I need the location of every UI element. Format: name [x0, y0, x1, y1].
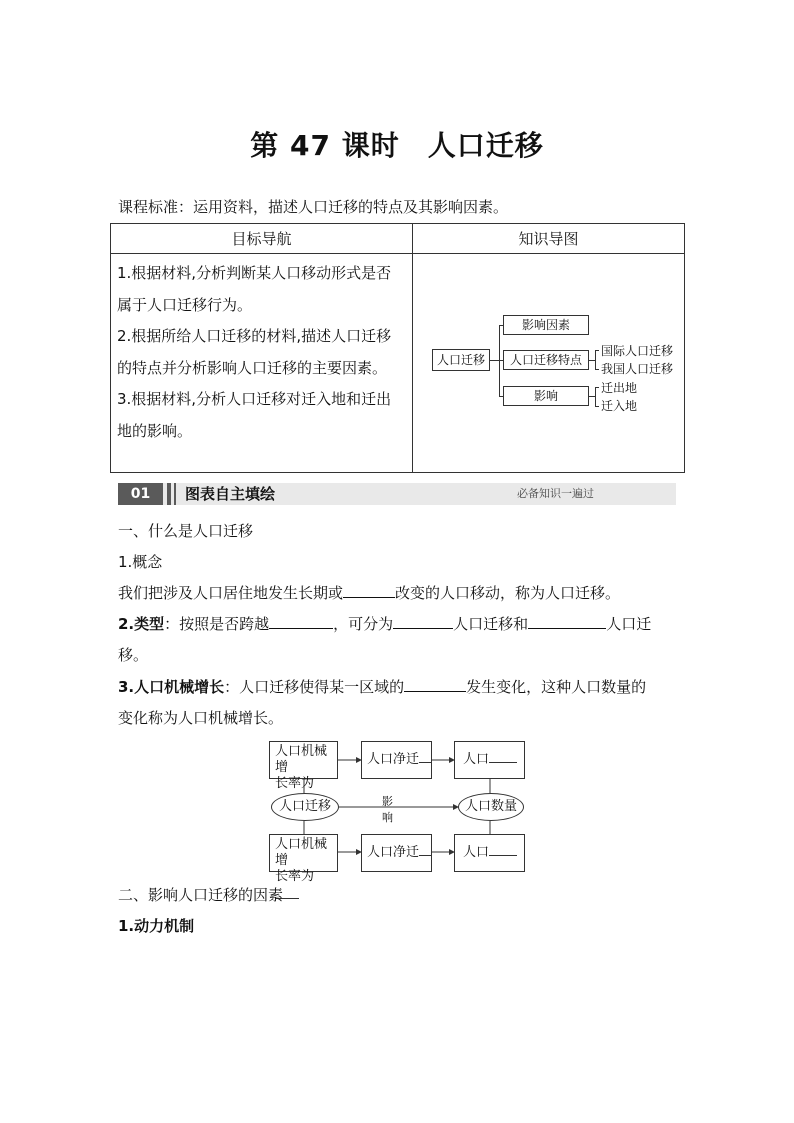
fill-blank[interactable]: [489, 749, 517, 763]
part1-heading: 一、什么是人口迁移: [118, 522, 254, 540]
goal-item: 1.根据材料,分析判断某人口移动形式是否属于人口迁移行为。: [117, 264, 392, 314]
lesson-number: 第 47 课时: [250, 129, 400, 162]
mindmap-leaf: 迁出地: [601, 381, 638, 395]
mindmap-leaf: 迁入地: [601, 399, 638, 413]
mindmap-branch-features: 人口迁移特点: [503, 350, 589, 370]
concept-text: 我们把涉及人口居住地发生长期或 改变的人口移动，称为人口迁移。: [118, 578, 678, 609]
fill-blank[interactable]: [419, 749, 431, 763]
course-standard: 课程标准：运用资料，描述人口迁移的特点及其影响因素。: [118, 198, 509, 216]
rate-box-bottom: 人口机械增 长率为: [269, 834, 338, 872]
mindmap-header: 知识导图: [413, 224, 685, 254]
net-migration-box-bottom: 人口净迁: [361, 834, 432, 872]
mindmap-leaf: 国际人口迁移: [601, 344, 674, 358]
mindmap-root: 人口迁移: [432, 349, 490, 371]
mechanical-growth-text: 3.人口机械增长：人口迁移使得某一区域的 发生变化，这种人口数量的 变化称为人口机械增长。: [118, 672, 678, 734]
goal-header: 目标导航: [111, 224, 413, 254]
fill-blank[interactable]: [489, 842, 517, 856]
lesson-name: 人口迁移: [427, 129, 544, 162]
fill-blank[interactable]: [419, 842, 431, 856]
driving-mechanism-label: 1.动力机制: [118, 917, 195, 935]
influence-label: 影响: [382, 795, 393, 824]
mindmap-branch-factors: 影响因素: [503, 315, 589, 335]
goal-item: 2.根据所给人口迁移的材料,描述人口迁移的特点并分析影响人口迁移的主要因素。: [117, 327, 392, 377]
population-box-top: 人口: [454, 741, 525, 779]
mindmap-leaf: 我国人口迁移: [601, 362, 674, 376]
section-tag: 必备知识一遍过: [517, 487, 594, 500]
rate-box-top: 人口机械增 长率为: [269, 741, 338, 779]
population-box-bottom: 人口: [454, 834, 525, 872]
mindmap-branch-impacts: 影响: [503, 386, 589, 406]
population-quantity-ellipse: 人口数量: [458, 793, 524, 821]
type-text: 2.类型：按照是否跨越 ，可分为 人口迁移和 人口迁 移。: [118, 609, 678, 671]
section-number: 01: [118, 483, 163, 505]
goal-item: 3.根据材料,分析人口迁移对迁入地和迁出地的影响。: [117, 390, 392, 440]
part2-heading: 二、影响人口迁移的因素: [118, 886, 284, 904]
section-title: 图表自主填绘: [185, 485, 276, 503]
migration-ellipse: 人口迁移: [271, 793, 339, 821]
net-migration-box-top: 人口净迁: [361, 741, 432, 779]
concept-label: 1.概念: [118, 553, 163, 571]
